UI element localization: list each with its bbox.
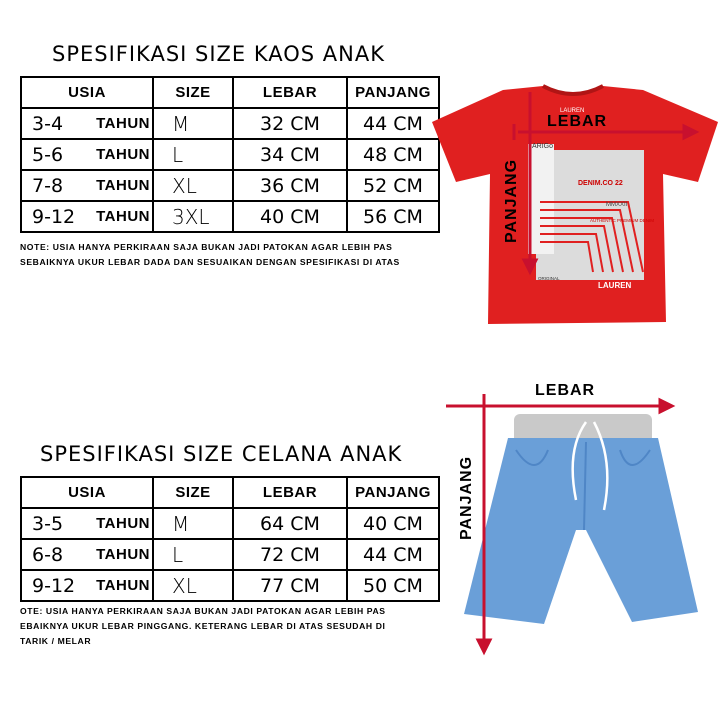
print-small-text: ARIGo	[532, 143, 554, 150]
age-cell	[21, 570, 153, 601]
table-row	[21, 539, 439, 570]
lebar-cell: 36 CM	[233, 170, 347, 201]
header-usia: USIA	[21, 477, 153, 508]
panjang-cell: 44 CM	[347, 108, 439, 139]
age-range: 7-8	[32, 174, 64, 197]
print-brand-text: LAUREN	[598, 281, 632, 290]
celana-panjang-label: PANJANG	[458, 455, 475, 540]
panjang-cell: 50 CM	[347, 570, 439, 601]
collar-brand-text: LAUREN	[560, 108, 585, 114]
size-cell: 3XL	[153, 201, 233, 232]
lebar-cell: 77 CM	[233, 570, 347, 601]
age-cell	[21, 170, 153, 201]
size-cell: L	[153, 139, 233, 170]
lebar-cell: 72 CM	[233, 539, 347, 570]
size-cell: XL	[153, 170, 233, 201]
shorts-illustration	[436, 380, 726, 670]
age-cell	[21, 508, 153, 539]
table-header-row	[21, 477, 439, 508]
celana-size-table	[20, 476, 440, 602]
shorts-body	[464, 438, 698, 624]
table-row	[21, 508, 439, 539]
panjang-cell: 40 CM	[347, 508, 439, 539]
age-cell	[21, 201, 153, 232]
panjang-cell: 44 CM	[347, 539, 439, 570]
age-unit: TAHUN	[96, 115, 150, 132]
celana-note-line2: EBAIKNYA UKUR LEBAR PINGGANG. KETERANG LEBAR DI ATAS SESUDAH DI	[20, 621, 386, 631]
table-row	[21, 201, 439, 232]
size-cell: M	[153, 108, 233, 139]
header-lebar: LEBAR	[233, 77, 347, 108]
table-row	[21, 170, 439, 201]
header-panjang: PANJANG	[347, 77, 439, 108]
kaos-note-line1: NOTE: USIA HANYA PERKIRAAN SAJA BUKAN JADI PATOKAN AGAR LEBIH PAS	[20, 242, 393, 252]
table-row	[21, 139, 439, 170]
kaos-size-table	[20, 76, 440, 233]
print-mmxxii-text: MMXXII	[606, 202, 628, 208]
size-cell: L	[153, 539, 233, 570]
lebar-cell: 32 CM	[233, 108, 347, 139]
header-panjang: PANJANG	[347, 477, 439, 508]
panjang-cell: 56 CM	[347, 201, 439, 232]
age-unit: TAHUN	[96, 208, 150, 225]
kaos-note	[20, 240, 400, 270]
age-unit: TAHUN	[96, 546, 150, 563]
kaos-note-line2: SEBAIKNYA UKUR LEBAR DADA DAN SESUAIKAN DENGAN SPESIFIKASI DI ATAS	[20, 257, 400, 267]
age-range: 9-12	[32, 205, 76, 228]
age-cell	[21, 108, 153, 139]
celana-lebar-label: LEBAR	[535, 382, 596, 399]
kaos-panjang-label: PANJANG	[503, 158, 520, 243]
celana-note-line3: TARIK / MELAR	[20, 636, 92, 646]
lebar-cell: 34 CM	[233, 139, 347, 170]
age-range: 9-12	[32, 574, 76, 597]
table-row	[21, 108, 439, 139]
age-cell	[21, 139, 153, 170]
print-authentic-text: AUTHENTIC PREMIUM DENIM	[590, 218, 654, 223]
age-unit: TAHUN	[96, 515, 150, 532]
age-unit: TAHUN	[96, 177, 150, 194]
celana-note-line1: OTE: USIA HANYA PERKIRAAN SAJA BUKAN JADI PATOKAN AGAR LEBIH PAS	[20, 606, 386, 616]
age-range: 5-6	[32, 143, 64, 166]
print-denim-text: DENIM.CO 22	[578, 180, 623, 187]
header-lebar: LEBAR	[233, 477, 347, 508]
lebar-cell: 40 CM	[233, 201, 347, 232]
header-usia: USIA	[21, 77, 153, 108]
kaos-title: SPESIFIKASI SIZE KAOS ANAK	[52, 42, 386, 66]
age-unit: TAHUN	[96, 146, 150, 163]
panjang-cell: 48 CM	[347, 139, 439, 170]
lebar-cell: 64 CM	[233, 508, 347, 539]
age-unit: TAHUN	[96, 577, 150, 594]
size-cell: XL	[153, 570, 233, 601]
age-range: 6-8	[32, 543, 64, 566]
panjang-cell: 52 CM	[347, 170, 439, 201]
celana-note	[20, 604, 386, 649]
age-range: 3-5	[32, 512, 64, 535]
size-cell: M	[153, 508, 233, 539]
age-cell	[21, 539, 153, 570]
celana-title: SPESIFIKASI SIZE CELANA ANAK	[40, 442, 403, 466]
header-size: SIZE	[153, 77, 233, 108]
print-original-text: ORIGINAL	[538, 276, 560, 281]
age-range: 3-4	[32, 112, 64, 135]
table-header-row	[21, 77, 439, 108]
table-row	[21, 570, 439, 601]
kaos-lebar-label: LEBAR	[547, 113, 608, 130]
header-size: SIZE	[153, 477, 233, 508]
